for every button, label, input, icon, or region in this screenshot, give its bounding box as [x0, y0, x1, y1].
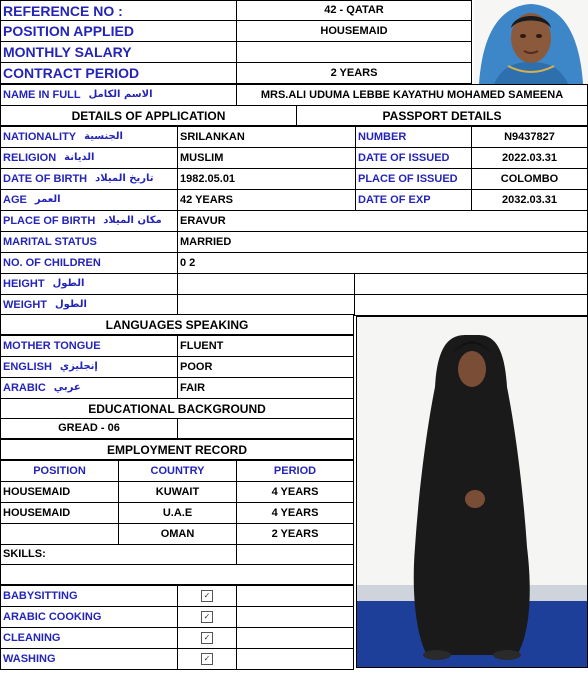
passport-label-1: DATE OF ISSUED [355, 147, 472, 169]
language-label-2 [0, 377, 178, 399]
language-value-2: FAIR [177, 377, 354, 399]
detail-label-8 [0, 294, 178, 316]
detail-label-text: HEIGHT [3, 277, 45, 290]
passport-value-3: 2032.03.31 [471, 189, 588, 211]
section-education: EDUCATIONAL BACKGROUND [0, 398, 354, 419]
skill-empty-0 [236, 585, 354, 607]
detail-label-ar: العمر [34, 194, 61, 205]
name-label-ar: الاسم الكامل [88, 89, 153, 100]
skill-check-0 [177, 585, 237, 607]
detail-label-6 [0, 252, 178, 274]
salary-value [236, 41, 472, 63]
detail-label-4 [0, 210, 178, 232]
employment-header-2: PERIOD [236, 460, 354, 482]
skill-label-2: CLEANING [0, 627, 178, 649]
detail-value-0: SRILANKAN [177, 126, 356, 148]
skills-spacer [0, 564, 354, 585]
language-label-0 [0, 335, 178, 357]
employment-cell-0-2: 4 YEARS [236, 481, 354, 503]
detail-value-4: ERAVUR [177, 210, 588, 232]
education-value: GREAD - 06 [0, 418, 178, 439]
detail-label-ar: مكان الميلاد [103, 215, 162, 226]
detail-label-3 [0, 189, 178, 211]
detail-label-7 [0, 273, 178, 295]
contract-label: CONTRACT PERIOD [0, 62, 237, 84]
detail-value-3: 42 YEARS [177, 189, 356, 211]
detail-label-text: MARITAL STATUS [3, 235, 97, 248]
detail-label-ar: تاريخ الميلاد [95, 173, 154, 184]
detail-label-1 [0, 147, 178, 169]
language-value-0: FLUENT [177, 335, 354, 357]
employment-cell-0-0: HOUSEMAID [0, 481, 119, 503]
skill-check-3 [177, 648, 237, 670]
detail-label-ar: الديانة [64, 152, 95, 163]
employment-cell-2-1: OMAN [118, 523, 237, 545]
skill-label-3: WASHING [0, 648, 178, 670]
language-value-1: POOR [177, 356, 354, 378]
skills-empty [236, 544, 354, 565]
passport-label-2: PLACE OF ISSUED [355, 168, 472, 190]
detail-value-2: 1982.05.01 [177, 168, 356, 190]
checkmark-icon: ✓ [201, 653, 213, 665]
contract-value: 2 YEARS [236, 62, 472, 84]
skill-check-2 [177, 627, 237, 649]
skills-label: SKILLS: [0, 544, 237, 565]
detail-label-5 [0, 231, 178, 253]
passport-value-0: N9437827 [471, 126, 588, 148]
reference-value: 42 - QATAR [236, 0, 472, 21]
skill-empty-2 [236, 627, 354, 649]
skill-label-0: BABYSITTING [0, 585, 178, 607]
detail-empty-8 [354, 294, 588, 316]
employment-header-1: COUNTRY [118, 460, 237, 482]
passport-label-0: NUMBER [355, 126, 472, 148]
detail-label-text: WEIGHT [3, 298, 47, 311]
skill-empty-1 [236, 606, 354, 628]
section-employment: EMPLOYMENT RECORD [0, 439, 354, 460]
reference-label: REFERENCE NO : [0, 0, 237, 21]
checkmark-icon: ✓ [201, 611, 213, 623]
detail-label-0 [0, 126, 178, 148]
detail-label-text: NATIONALITY [3, 130, 77, 143]
employment-header-0: POSITION [0, 460, 119, 482]
language-label-text: MOTHER TONGUE [3, 339, 101, 352]
checkmark-icon: ✓ [201, 632, 213, 644]
salary-label: MONTHLY SALARY [0, 41, 237, 63]
skill-empty-3 [236, 648, 354, 670]
section-application: DETAILS OF APPLICATION [0, 105, 297, 126]
language-label-ar: إنجليزي [59, 361, 98, 372]
applicant-headshot [474, 0, 588, 84]
education-empty [177, 418, 354, 439]
detail-label-text: RELIGION [3, 151, 57, 164]
name-label: NAME IN FULL الاسم الكامل [0, 84, 237, 106]
detail-label-ar: الطول [52, 278, 85, 289]
employment-cell-2-2: 2 YEARS [236, 523, 354, 545]
skill-label-1: ARABIC COOKING [0, 606, 178, 628]
detail-value-5: MARRIED [177, 231, 588, 253]
passport-value-1: 2022.03.31 [471, 147, 588, 169]
section-languages: LANGUAGES SPEAKING [0, 314, 354, 335]
detail-label-text: AGE [3, 193, 27, 206]
section-passport: PASSPORT DETAILS [296, 105, 588, 126]
language-label-ar: عربي [53, 382, 81, 393]
position-value: HOUSEMAID [236, 20, 472, 42]
detail-value-8 [177, 294, 355, 316]
detail-value-6: 0 2 [177, 252, 588, 274]
applicant-full-photo [356, 316, 588, 668]
language-label-text: ARABIC [3, 381, 46, 394]
employment-cell-1-0: HOUSEMAID [0, 502, 119, 524]
skill-check-1 [177, 606, 237, 628]
employment-cell-2-0 [0, 523, 119, 545]
detail-label-ar: الجنسية [84, 131, 123, 142]
passport-label-3: DATE OF EXP [355, 189, 472, 211]
language-label-1 [0, 356, 178, 378]
detail-empty-7 [354, 273, 588, 295]
employment-cell-0-1: KUWAIT [118, 481, 237, 503]
detail-value-7 [177, 273, 355, 295]
detail-label-ar: الطول [55, 299, 87, 310]
position-label: POSITION APPLIED [0, 20, 237, 42]
checkmark-icon: ✓ [201, 590, 213, 602]
name-value: MRS.ALI UDUMA LEBBE KAYATHU MOHAMED SAMEENA [236, 84, 588, 106]
passport-value-2: COLOMBO [471, 168, 588, 190]
employment-cell-1-1: U.A.E [118, 502, 237, 524]
detail-label-text: NO. OF CHILDREN [3, 256, 101, 269]
language-label-text: ENGLISH [3, 360, 52, 373]
detail-value-1: MUSLIM [177, 147, 356, 169]
employment-cell-1-2: 4 YEARS [236, 502, 354, 524]
detail-label-text: PLACE OF BIRTH [3, 214, 96, 227]
detail-label-2 [0, 168, 178, 190]
detail-label-text: DATE OF BIRTH [3, 172, 88, 185]
